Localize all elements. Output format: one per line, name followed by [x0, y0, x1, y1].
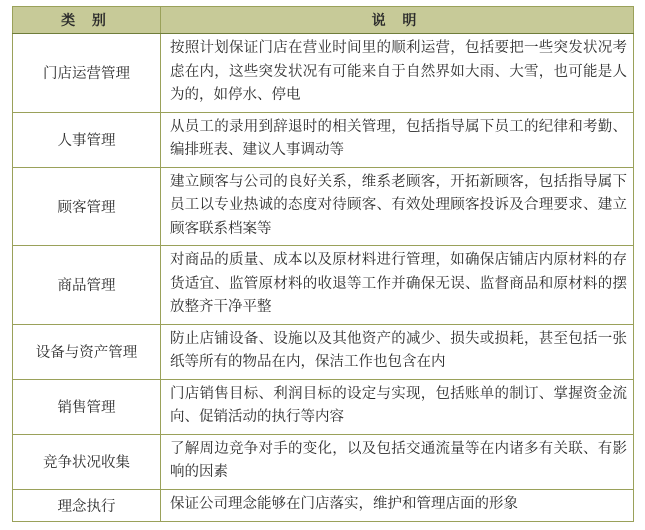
row-description: 了解周边竞争对手的变化，以及包括交通流量等在内诸多有关联、有影响的因素	[161, 434, 634, 489]
table-row	[13, 379, 634, 434]
header-row	[13, 7, 634, 34]
row-category: 设备与资产管理	[13, 324, 161, 379]
row-category: 门店运营管理	[13, 34, 161, 113]
header-description: 说 明	[161, 7, 634, 34]
table-row	[13, 112, 634, 167]
row-description: 对商品的质量、成本以及原材料进行管理，如确保店铺店内原材料的存货适宜、监管原材料的收退等工作并确保无误、监督商品和原材料的摆放整齐干净平整	[161, 246, 634, 325]
row-category: 竞争状况收集	[13, 434, 161, 489]
table-row	[13, 324, 634, 379]
table-row	[13, 34, 634, 113]
row-category: 销售管理	[13, 379, 161, 434]
table-row	[13, 167, 634, 246]
row-category: 理念执行	[13, 489, 161, 521]
row-category: 商品管理	[13, 246, 161, 325]
row-category: 人事管理	[13, 112, 161, 167]
row-description: 从员工的录用到辞退时的相关管理，包括指导属下员工的纪律和考勤、编排班表、建议人事调动等	[161, 112, 634, 167]
table-row	[13, 246, 634, 325]
row-description: 门店销售目标、利润目标的设定与实现，包括账单的制订、掌握资金流向、促销活动的执行等内容	[161, 379, 634, 434]
row-description: 防止店铺设备、设施以及其他资产的减少、损失或损耗，甚至包括一张纸等所有的物品在内，保洁工作也包含在内	[161, 324, 634, 379]
row-description: 建立顾客与公司的良好关系，维系老顾客，开拓新顾客，包括指导属下员工以专业热诚的态度对待顾客、有效处理顾客投诉及合理要求、建立顾客联系档案等	[161, 167, 634, 246]
store-management-table	[12, 6, 634, 522]
row-description: 保证公司理念能够在门店落实，维护和管理店面的形象	[161, 489, 634, 521]
row-description: 按照计划保证门店在营业时间里的顺利运营，包括要把一些突发状况考虑在内，这些突发状况有可能来自于自然界如大雨、大雪，也可能是人为的，如停水、停电	[161, 34, 634, 113]
table-row	[13, 434, 634, 489]
header-category: 类 别	[13, 7, 161, 34]
row-category: 顾客管理	[13, 167, 161, 246]
table-row	[13, 489, 634, 521]
